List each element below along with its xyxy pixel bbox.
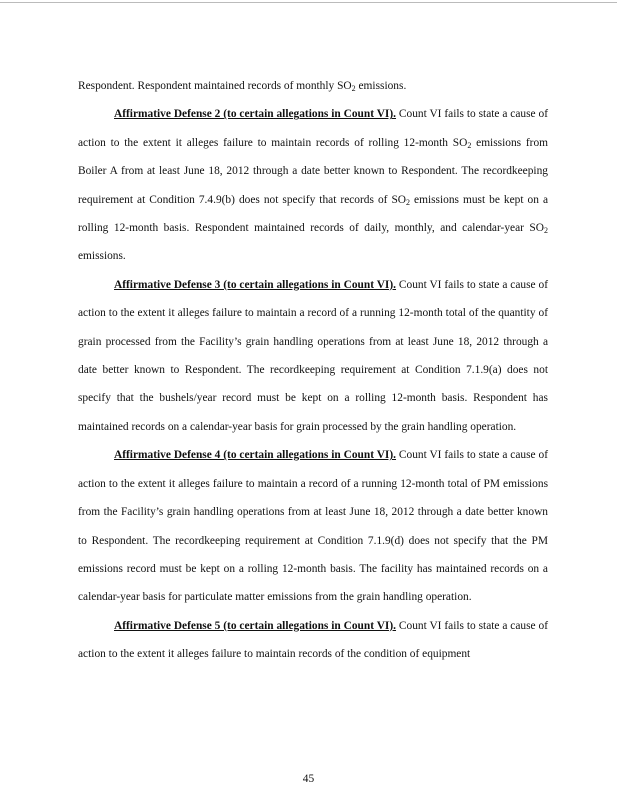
defense-heading: Affirmative Defense 2 (to certain allegations in Count VI). — [114, 108, 397, 121]
defense-heading: Affirmative Defense 3 (to certain allegations in Count VI). — [114, 278, 397, 291]
affirmative-defense-5 — [78, 612, 548, 669]
subscript: 2 — [351, 84, 356, 93]
text-run: emissions. — [355, 80, 407, 92]
text-run: Count VI fails to state a cause of action to the extent it alleges failure to maintain a record of a running 12-month total of PM emissions from the Facility’s grain handling operations from at least June 18, 2012 through a date better known to Respondent. The recordkeeping requirement at Condition 7.1.9(d) does not specify that the PM emissions record must be kept on a rolling 12-month basis. The facility has maintained records on a calendar-year basis for particulate matter emissions from the grain handling operation. — [78, 449, 548, 604]
subscript: 2 — [406, 197, 411, 207]
affirmative-defense-4 — [78, 441, 548, 611]
text-run: emissions must be kept on a rolling 12-month basis. Respondent maintained records of daily, monthly, and calendar-year SO — [78, 193, 548, 235]
text-run: Respondent. Respondent maintained records of monthly SO — [78, 80, 352, 92]
affirmative-defense-2 — [78, 100, 548, 270]
text-run: Count VI fails to state a cause of action to the extent it alleges failure to maintain records of the condition of equipment — [78, 619, 548, 661]
text-run: emissions from Boiler A from at least June 18, 2012 through a date better known to Respondent. The recordkeeping requirement at Condition 7.4.9(b) does not specify that records of SO — [78, 136, 548, 206]
page-number: 45 — [302, 773, 315, 785]
text-run: emissions. — [78, 250, 126, 263]
document-body — [78, 72, 548, 669]
defense-heading: Affirmative Defense 5 (to certain allegations in Count VI). — [114, 619, 397, 632]
affirmative-defense-3 — [78, 271, 548, 441]
defense-heading: Affirmative Defense 4 (to certain allegations in Count VI). — [114, 449, 397, 462]
subscript: 2 — [544, 226, 548, 236]
text-run: Count VI fails to state a cause of action to the extent it alleges failure to maintain records of rolling 12-month SO — [78, 108, 548, 149]
scan-top-edge — [0, 2, 617, 3]
text-run: Count VI fails to state a cause of action to the extent it alleges failure to maintain a record of a running 12-month total of the quantity of grain processed from the Facility’s grain handling operations from at least June 18, 2012 through a date better known to Respondent. The recordkeeping requirement at Condition 7.1.9(a) does not specify that the bushels/year record must be kept on a rolling 12-month basis. Respondent has maintained records on a calendar-year basis for grain processed by the grain handling operation. — [78, 278, 548, 433]
subscript: 2 — [467, 140, 472, 150]
paragraph-continuation — [78, 72, 548, 100]
